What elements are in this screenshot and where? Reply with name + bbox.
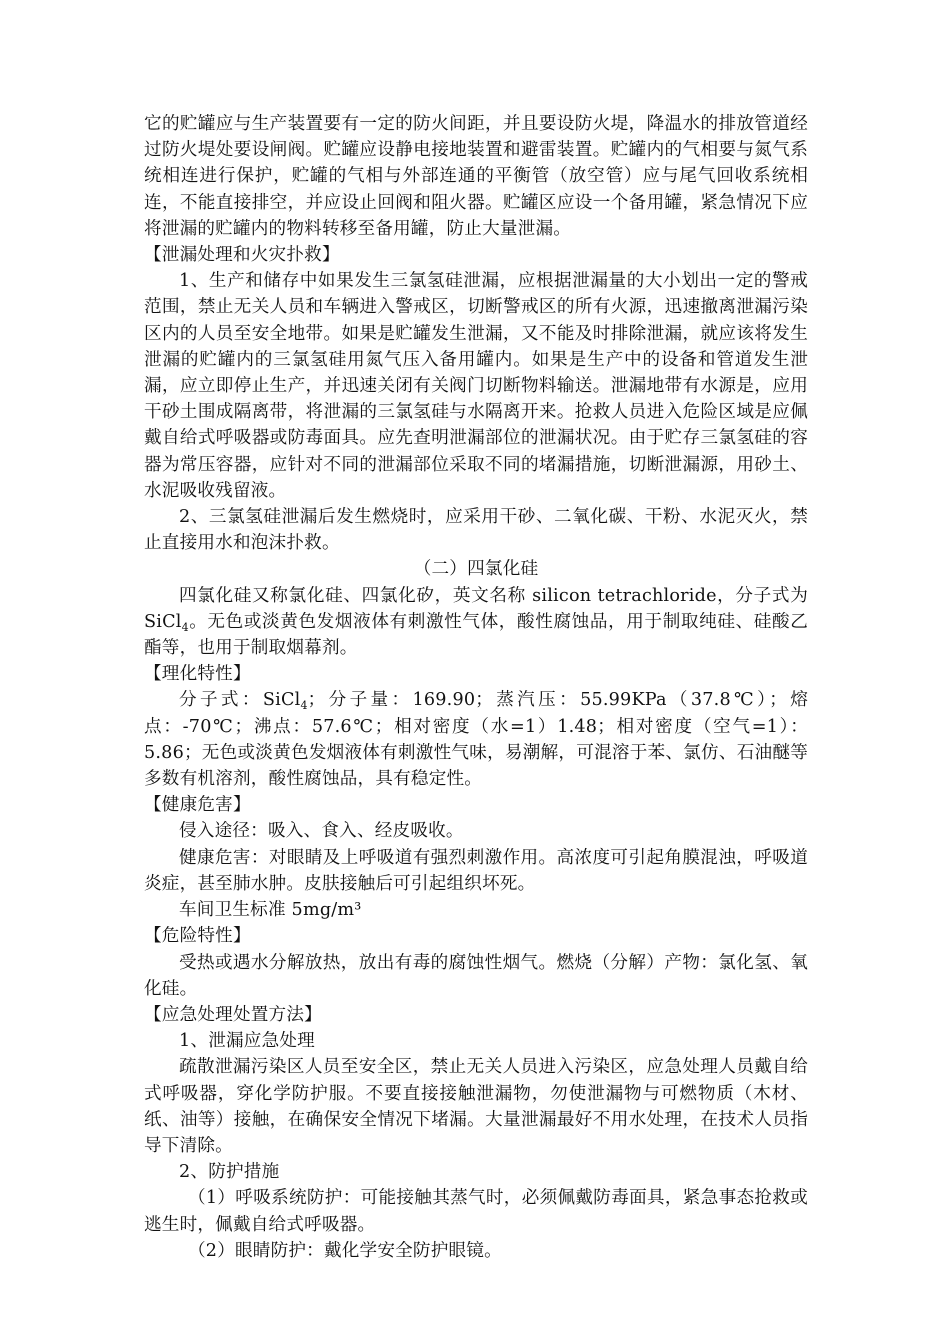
props-subscript: 4 bbox=[300, 699, 308, 713]
eye-protection: （2）眼睛防护：戴化学安全防护眼镜。 bbox=[188, 1240, 502, 1261]
health-standard: 车间卫生标准 5mg/m³ bbox=[179, 900, 362, 921]
health-heading: 【健康危害】 bbox=[144, 795, 251, 816]
intro-text-a: 四氯化硅又称氯化硅、四氯化矽，英文名称 silicon tetrachloride，分子式为 SiCl bbox=[144, 585, 808, 632]
props-text-b: ；分子量：169.90；蒸汽压：55.99KPa（37.8℃）；熔点：-70℃；沸点：57.6℃；相对密度（水=1）1.48；相对密度（空气=1）：5.86；无色或淡黄色发烟液体有刺激性气味，易潮解，可混溶于苯、氯仿、石油醚等多数有机溶剂，酸性腐蚀品，具有稳定性。 bbox=[144, 690, 808, 790]
document-page bbox=[144, 111, 808, 1264]
props-text-a: 分子式：SiCl bbox=[179, 690, 301, 711]
intro-text-b: 。无色或淡黄色发烟液体有刺激性气体，酸性腐蚀品，用于制取纯硅、硅酸乙酯等，也用于制取烟幕剂。 bbox=[144, 611, 808, 659]
leak-paragraph-2: 2、三氯氢硅泄漏后发生燃烧时，应采用干砂、二氧化碳、干粉、水泥灭火，禁止直接用水和泡沫扑救。 bbox=[144, 507, 808, 554]
section-title: （二）四氯化硅 bbox=[413, 559, 539, 580]
properties-heading: 【理化特性】 bbox=[144, 664, 251, 685]
intro-subscript: 4 bbox=[181, 620, 189, 634]
health-route: 侵入途径：吸入、食入、经皮吸收。 bbox=[179, 821, 464, 842]
leak-fire-heading: 【泄漏处理和火灾扑救】 bbox=[144, 245, 340, 266]
emergency-1-title: 1、泄漏应急处理 bbox=[179, 1031, 315, 1052]
danger-heading: 【危险特性】 bbox=[144, 926, 251, 947]
storage-paragraph: 它的贮罐应与生产装置要有一定的防火间距，并且要设防火堤，降温水的排放管道经过防火堤处要设闸阀。贮罐应设静电接地装置和避雷装置。贮罐内的气相要与氮气系统相连进行保护，贮罐的气相与外部连通的平衡管（放空管）应与尾气回收系统相连，不能直接排空，并应设止回阀和阻火器。贮罐区应设一个备用罐，紧急情况下应将泄漏的贮罐内的物料转移至备用罐，防止大量泄漏。 bbox=[144, 114, 808, 239]
emergency-1-body: 疏散泄漏污染区人员至安全区，禁止无关人员进入污染区，应急处理人员戴自给式呼吸器，穿化学防护服。不要直接接触泄漏物，勿使泄漏物与可燃物质（木材、纸、油等）接触，在确保安全情况下堵漏。大量泄漏最好不用水处理，在技术人员指导下清除。 bbox=[144, 1057, 808, 1156]
leak-paragraph-1: 1、生产和储存中如果发生三氯氢硅泄漏，应根据泄漏量的大小划出一定的警戒范围，禁止无关人员和车辆进入警戒区，切断警戒区的所有火源，迅速撤离泄漏污染区内的人员至安全地带。如果是贮罐发生泄漏，又不能及时排除泄漏，就应该将发生泄漏的贮罐内的三氯氢硅用氮气压入备用罐内。如果是生产中的设备和管道发生泄漏，应立即停止生产，并迅速关闭有关阀门切断物料输送。泄漏地带有水源是，应用干砂土围成隔离带，将泄漏的三氯氢硅与水隔离开来。抢救人员进入危险区域是应佩戴自给式呼吸器或防毒面具。应先查明泄漏部位的泄漏状况。由于贮存三氯氢硅的容器为常压容器，应针对不同的泄漏部位采取不同的堵漏措施，切断泄漏源，用砂土、水泥吸收残留液。 bbox=[144, 271, 808, 501]
respiratory-protection: （1）呼吸系统防护：可能接触其蒸气时，必须佩戴防毒面具，紧急事态抢救或逃生时，佩戴自给式呼吸器。 bbox=[144, 1188, 808, 1235]
emergency-2-title: 2、防护措施 bbox=[179, 1162, 280, 1183]
emergency-heading: 【应急处理处置方法】 bbox=[144, 1004, 322, 1025]
danger-paragraph: 受热或遇水分解放热，放出有毒的腐蚀性烟气。燃烧（分解）产物：氯化氢、氧化硅。 bbox=[144, 952, 808, 999]
properties-paragraph bbox=[144, 687, 808, 792]
intro-paragraph bbox=[144, 583, 808, 662]
health-hazard: 健康危害：对眼睛及上呼吸道有强烈刺激作用。高浓度可引起角膜混浊，呼吸道炎症，甚至肺水肿。皮肤接触后可引起组织坏死。 bbox=[144, 847, 808, 894]
